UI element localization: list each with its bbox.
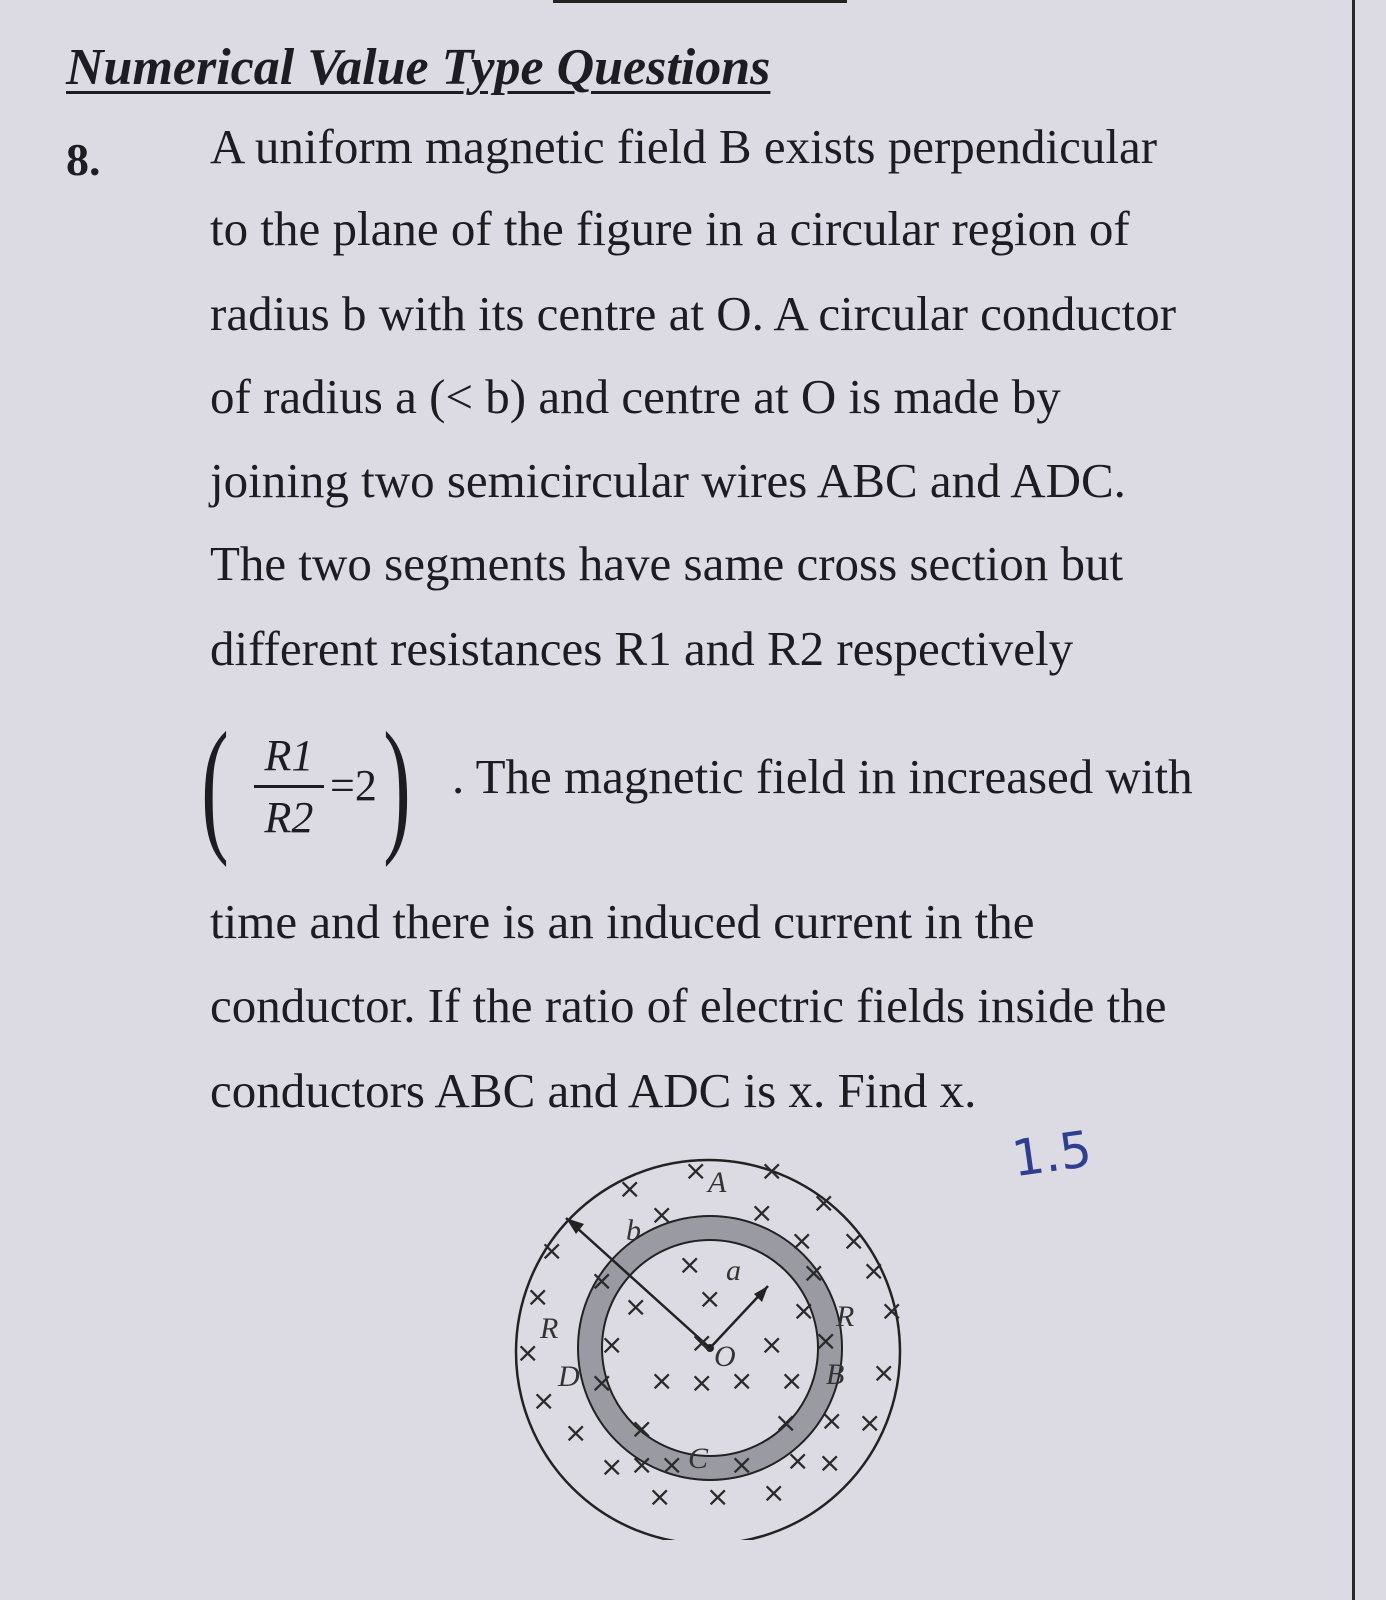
- question-line: joining two semicircular wires ABC and ADC.: [210, 453, 1126, 508]
- cross-mark: ×: [750, 1196, 774, 1229]
- cross-mark: ×: [678, 1248, 702, 1281]
- label-B: B: [826, 1358, 845, 1391]
- right-paren: ): [383, 702, 411, 868]
- cross-mark: ×: [624, 1290, 648, 1323]
- label-D: D: [558, 1360, 580, 1393]
- cross-mark: ×: [532, 1384, 556, 1417]
- handwritten-answer: 1.5: [1008, 1119, 1096, 1189]
- cross-mark: ×: [564, 1416, 588, 1449]
- formula-equals: =2: [330, 761, 377, 810]
- cross-mark: ×: [786, 1444, 810, 1477]
- cross-mark: ×: [812, 1186, 836, 1219]
- cross-mark: ×: [650, 1198, 674, 1231]
- cross-mark: ×: [690, 1326, 714, 1359]
- cross-mark: ×: [760, 1154, 784, 1187]
- label-a: a: [726, 1254, 741, 1287]
- cross-mark: ×: [618, 1172, 642, 1205]
- cross-mark: ×: [818, 1446, 842, 1479]
- cross-mark: ×: [814, 1324, 838, 1357]
- cross-mark: ×: [820, 1404, 844, 1437]
- cross-mark: ×: [706, 1480, 730, 1513]
- question-line: A uniform magnetic field B exists perpendicular: [210, 119, 1158, 174]
- cross-mark: ×: [780, 1364, 804, 1397]
- cross-mark: ×: [880, 1294, 904, 1327]
- text-after-formula: . The magnetic field in increased with: [452, 749, 1193, 804]
- cross-mark: ×: [730, 1364, 754, 1397]
- cross-mark: ×: [590, 1366, 614, 1399]
- cross-mark: ×: [792, 1294, 816, 1327]
- cross-mark: ×: [684, 1154, 708, 1187]
- fraction-denominator: R2: [264, 793, 314, 842]
- cross-mark: ×: [790, 1224, 814, 1257]
- label-R1: R: [836, 1300, 855, 1333]
- label-b: b: [626, 1214, 641, 1247]
- question-line: time and there is an induced current in the: [210, 894, 1035, 949]
- cross-mark: ×: [590, 1264, 614, 1297]
- question-line: conductor. If the ratio of electric fields inside the: [210, 978, 1167, 1033]
- cross-mark: ×: [698, 1282, 722, 1315]
- cross-mark: ×: [660, 1448, 684, 1481]
- label-C: C: [688, 1442, 709, 1475]
- label-O: O: [714, 1340, 736, 1373]
- page-edge-rule: [1352, 0, 1355, 1600]
- magnetic-field-figure: [480, 1140, 920, 1540]
- fraction-numerator: R1: [264, 731, 314, 780]
- top-rule: [553, 0, 847, 3]
- resistance-ratio-formula: [201, 702, 448, 878]
- cross-mark: ×: [802, 1256, 826, 1289]
- cross-mark: ×: [516, 1336, 540, 1369]
- cross-mark: ×: [600, 1328, 624, 1361]
- left-paren: (: [201, 702, 229, 868]
- cross-mark: ×: [762, 1476, 786, 1509]
- fraction: [254, 728, 324, 845]
- fraction-bar: [254, 785, 324, 788]
- cross-mark: ×: [872, 1356, 896, 1389]
- cross-mark: ×: [600, 1450, 624, 1483]
- cross-mark: ×: [526, 1280, 550, 1313]
- question-line: of radius a (< b) and centre at O is made by: [210, 369, 1061, 424]
- label-A: A: [708, 1166, 727, 1199]
- question-line: different resistances R1 and R2 respectively: [210, 621, 1074, 676]
- cross-mark: ×: [858, 1406, 882, 1439]
- cross-mark: ×: [540, 1234, 564, 1267]
- cross-mark: ×: [862, 1254, 886, 1287]
- label-R2: R: [540, 1312, 559, 1345]
- cross-mark: ×: [630, 1412, 654, 1445]
- section-title: Numerical Value Type Questions: [66, 39, 771, 96]
- question-line: to the plane of the figure in a circular region of: [210, 201, 1130, 256]
- cross-mark: ×: [630, 1448, 654, 1481]
- cross-mark: ×: [774, 1406, 798, 1439]
- question-line: The two segments have same cross section but: [210, 536, 1124, 591]
- cross-mark: ×: [650, 1364, 674, 1397]
- cross-mark: ×: [760, 1328, 784, 1361]
- cross-mark: ×: [730, 1448, 754, 1481]
- cross-mark: ×: [648, 1480, 672, 1513]
- question-line: conductors ABC and ADC is x. Find x.: [210, 1063, 977, 1118]
- question-line: radius b with its centre at O. A circular conductor: [210, 286, 1177, 341]
- cross-mark: ×: [842, 1224, 866, 1257]
- question-number: 8.: [66, 134, 101, 185]
- cross-mark: ×: [690, 1366, 714, 1399]
